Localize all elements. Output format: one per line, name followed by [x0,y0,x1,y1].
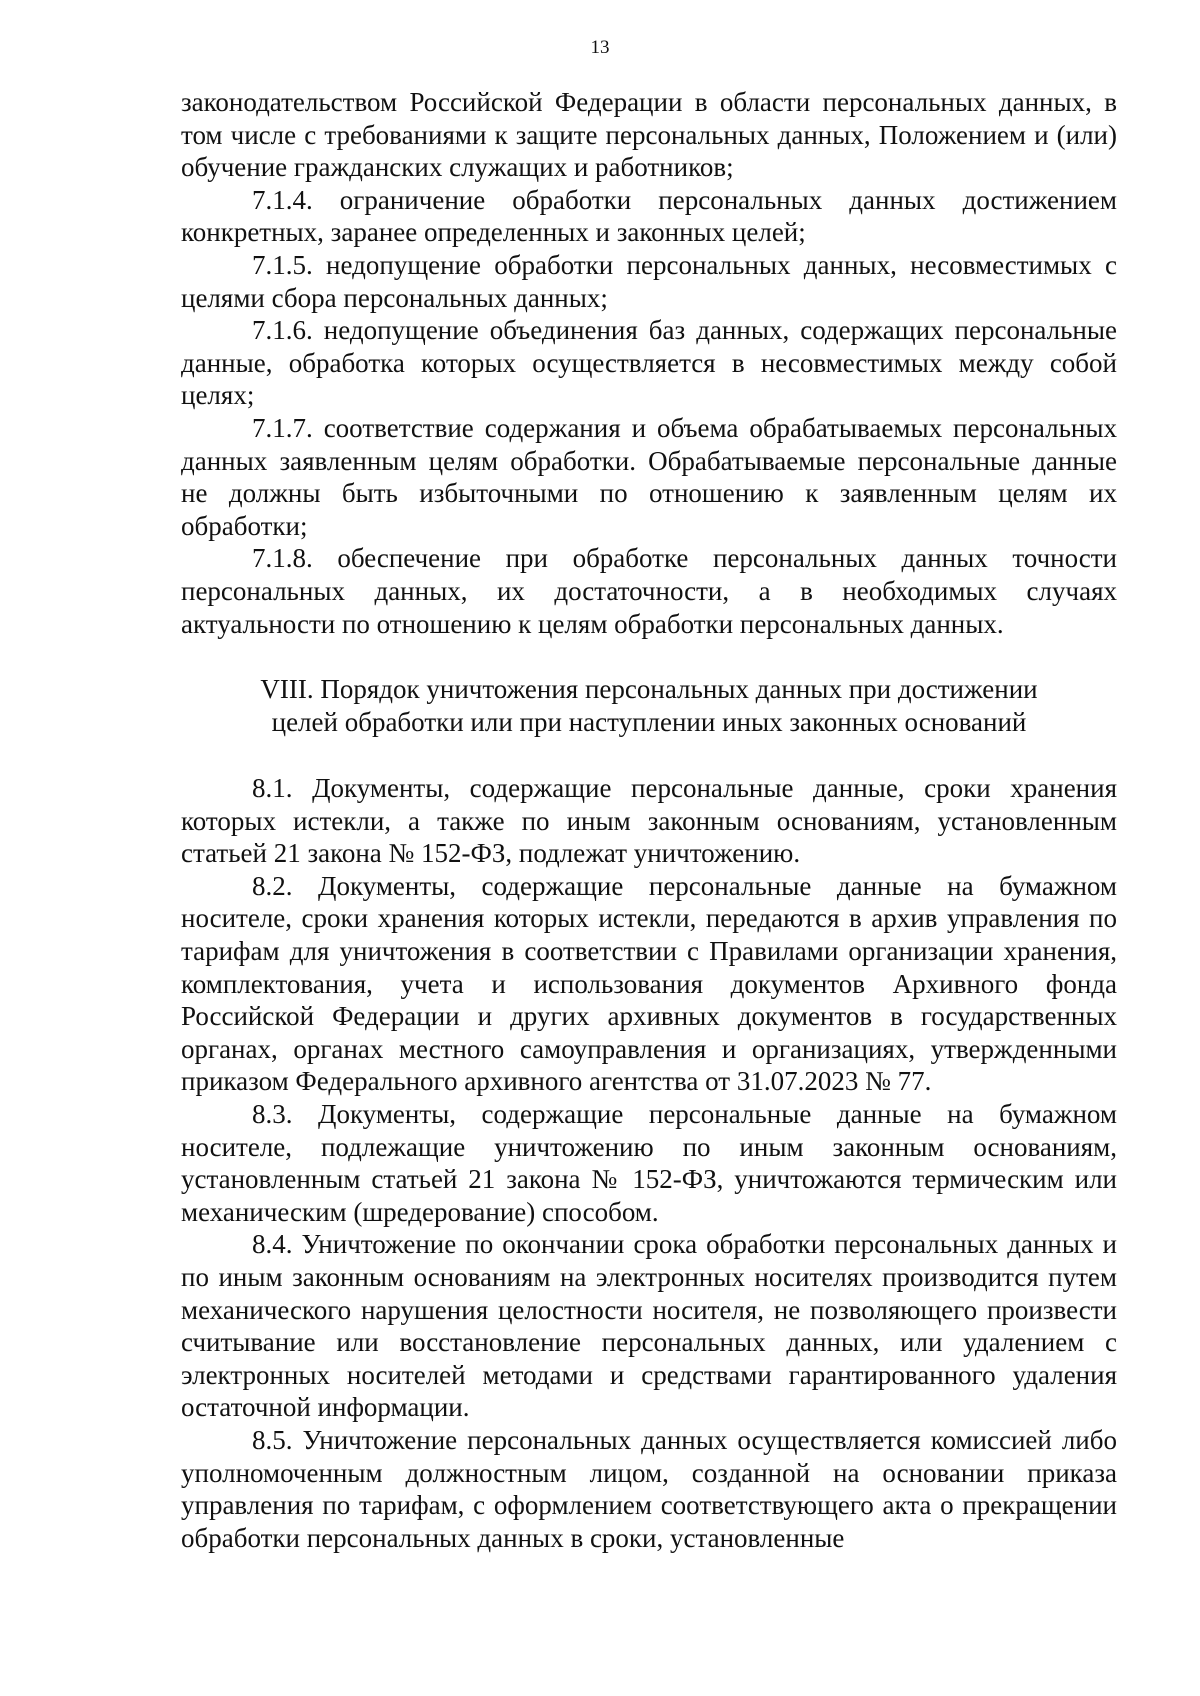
page-number: 13 [590,37,610,58]
paragraph-7-1-7: 7.1.7. соответствие содержания и объема обрабатываемых персональных данных заявленным целям обработки. Обрабатываемые персональные данные не должны быть избыточными по отношению к заявленным целям их обработки; [181,412,1117,541]
paragraph-8-2: 8.2. Документы, содержащие персональные данные на бумажном носителе, сроки хранения которых истекли, передаются в архив управления по тарифам для уничтожения в соответствии с Правилами организации хранения, комплектования, учета и использования документов Архивного фонда Российской Федерации и других архивных документов в государственных органах, органах местного самоуправления и организациях, утвержденными приказом Федерального архивного агентства от 31.07.2023 № 77. [181,870,1117,1097]
paragraph-8-1: 8.1. Документы, содержащие персональные данные, сроки хранения которых истекли, а также по иным законным основаниям, установленным статьей 21 закона № 152-ФЗ, подлежат уничтожению. [181,773,1117,869]
section-heading [181,673,1117,739]
paragraph-8-4: 8.4. Уничтожение по окончании срока обработки персональных данных и по иным законным основаниям на электронных носителях производится путем механического нарушения целостности носителя, не позволяющего произвести считывание или восстановление персональных данных, или удалением с электронных носителей методами и средствами гарантированного удаления остаточной информации. [181,1229,1117,1423]
paragraph-continuation: законодательством Российской Федерации в области персональных данных, в том числе с требованиями к защите персональных данных, Положением и (или) обучение гражданских служащих и работников; [181,87,1117,183]
paragraph-7-1-4: 7.1.4. ограничение обработки персональных данных достижением конкретных, заранее определенных и законных целей; [181,184,1117,248]
paragraph-7-1-8: 7.1.8. обеспечение при обработке персональных данных точности персональных данных, их достаточности, а в необходимых случаях актуальности по отношению к целям обработки персональных данных. [181,543,1117,639]
paragraph-7-1-6: 7.1.6. недопущение объединения баз данных, содержащих персональные данные, обработка которых осуществляется в несовместимых между собой целях; [181,315,1117,411]
paragraph-8-5: 8.5. Уничтожение персональных данных осуществляется комиссией либо уполномоченным должностным лицом, созданной на основании приказа управления по тарифам, с оформлением соответствующего акта о прекращении обработки персональных данных в сроки, установленные [181,1424,1117,1553]
section-heading-line-1: VIII. Порядок уничтожения персональных данных при достижении [260,674,1038,705]
document-body [181,86,1117,1554]
paragraph-7-1-5: 7.1.5. недопущение обработки персональных данных, несовместимых с целями сбора персональных данных; [181,249,1117,313]
section-heading-line-2: целей обработки или при наступлении иных законных оснований [271,707,1027,738]
paragraph-8-3: 8.3. Документы, содержащие персональные данные на бумажном носителе, подлежащие уничтожению по иным законным основаниям, установленным статьей 21 закона № 152-ФЗ, уничтожаются термическим или механическим (шредерование) способом. [181,1099,1117,1227]
